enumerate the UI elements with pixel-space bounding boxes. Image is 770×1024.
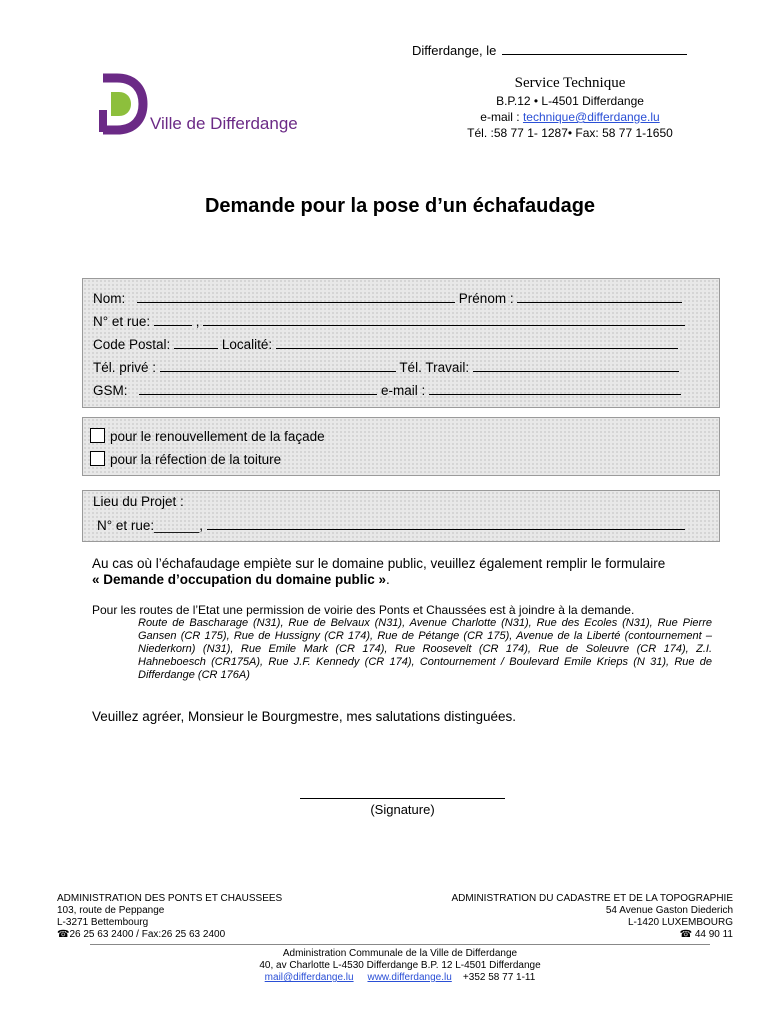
notice-line2: [92, 572, 722, 588]
footer-left-city: L-3271 Bettembourg: [57, 917, 149, 928]
logo-text: Ville de Differdange: [150, 114, 298, 133]
notice-end: .: [386, 572, 390, 587]
row-nom: [93, 290, 682, 306]
localite-field[interactable]: [276, 336, 678, 349]
lieu-rue-label: N° et rue:______,: [97, 518, 203, 533]
row-code-postal: [93, 336, 678, 352]
page-title: Demande pour la pose d’un échafaudage: [204, 195, 596, 217]
notice-line1: Au cas où l’échafaudage empiète sur le domaine public, veuillez également remplir le formulaire: [92, 556, 666, 571]
prenom-field[interactable]: [517, 290, 682, 303]
footer-center-address: 40, av Charlotte L-4530 Differdange B.P. 12 L-4501 Differdange: [259, 960, 541, 971]
footer-website-link[interactable]: www.differdange.lu: [367, 972, 452, 983]
footer-center-phone: +352 58 77 1-11: [462, 972, 536, 983]
option-refection: [93, 451, 281, 467]
nom-field[interactable]: [137, 290, 455, 303]
tel-travail-field[interactable]: [473, 359, 679, 372]
nom-label: Nom:: [93, 291, 126, 306]
service-email-link[interactable]: technique@differdange.lu: [522, 110, 660, 124]
footer-left-phone: ☎26 25 63 2400 / Fax:26 25 63 2400: [57, 929, 226, 940]
checkbox-refection[interactable]: [90, 451, 105, 466]
footer-right-phone: ☎ 44 90 11: [679, 929, 733, 940]
option-label: pour la réfection de la toiture: [110, 452, 282, 467]
email-field-label: e-mail :: [381, 383, 426, 398]
date-label: Differdange, le: [412, 43, 497, 58]
service-address: B.P.12 • L-4501 Differdange: [496, 94, 644, 108]
footer-cadastre: [420, 893, 733, 941]
tel-prive-label: Tél. privé :: [93, 360, 157, 375]
service-block: [456, 74, 684, 141]
checkbox-renouvellement[interactable]: [90, 428, 105, 443]
code-postal-field[interactable]: [174, 336, 218, 349]
footer-center-name: Administration Communale de la Ville de Differdange: [282, 948, 518, 959]
footer-divider: [90, 944, 710, 945]
options-box: [82, 417, 720, 476]
row-lieu-rue: [97, 517, 685, 533]
signature-label: (Signature): [370, 802, 435, 817]
option-renouvellement: [93, 428, 325, 444]
footer-right-name: ADMINISTRATION DU CADASTRE ET DE LA TOPOGRAPHIE: [451, 893, 733, 904]
routes-intro: Pour les routes de l’Etat une permission de voirie des Ponts et Chaussées est à joindre à la demande.: [92, 603, 635, 617]
prenom-label: Prénom :: [458, 291, 514, 306]
tel-prive-field[interactable]: [160, 359, 396, 372]
email-field[interactable]: [429, 382, 681, 395]
lieu-title: Lieu du Projet :: [93, 494, 184, 509]
gsm-field[interactable]: [139, 382, 377, 395]
row-rue: N° et rue: ,: [93, 313, 685, 329]
gsm-label: GSM:: [93, 383, 128, 398]
notice-form-name: « Demande d’occupation du domaine public »: [92, 572, 387, 587]
tel-travail-label: Tél. Travail:: [399, 360, 470, 375]
email-label: e-mail :: [480, 110, 520, 124]
lieu-rue-field[interactable]: [207, 517, 685, 530]
notice-paragraph: [92, 556, 722, 588]
contact-box: [82, 278, 720, 408]
code-postal-label: Code Postal:: [93, 337, 171, 352]
signature-line[interactable]: [300, 798, 505, 799]
footer-email-link[interactable]: mail@differdange.lu: [264, 972, 354, 983]
service-phone: Tél. :58 77 1- 1287• Fax: 58 77 1-1650: [467, 126, 673, 140]
rue-name-field[interactable]: [203, 313, 685, 326]
footer-center-contacts: [0, 972, 770, 984]
rue-label: N° et rue:: [93, 314, 151, 329]
rue-number-field[interactable]: [154, 313, 192, 326]
footer-left-name: ADMINISTRATION DES PONTS ET CHAUSSEES: [57, 893, 283, 904]
localite-label: Localité:: [221, 337, 273, 352]
footer-left-street: 103, route de Peppange: [57, 905, 165, 916]
row-gsm: [93, 382, 681, 398]
date-field[interactable]: [502, 42, 687, 55]
service-title: Service Technique: [514, 75, 626, 91]
ville-de-differdange-logo-icon: [97, 70, 149, 138]
option-label: pour le renouvellement de la façade: [110, 429, 325, 444]
footer-right-city: L-1420 LUXEMBOURG: [627, 917, 733, 928]
lieu-box: [82, 490, 720, 542]
footer-right-street: 54 Avenue Gaston Diederich: [605, 905, 733, 916]
closing-text: Veuillez agréer, Monsieur le Bourgmestre, mes salutations distinguées.: [92, 709, 516, 724]
routes-list: Route de Bascharage (N31), Rue de Belvaux (N31), Avenue Charlotte (N31), Rue des Ecoles (N31), Rue Pierre Gansen (CR 175), Rue de Hussigny (CR 174), Rue de Pétange (CR 175), Avenue de la Liberté (contournement – Niederkorn) (N31), Rue Emile Mark (CR 174), Rue Roosevelt (CR 174), Rue de Soleuvre (CR 174), Z.I. Hahneboesch (CR175A), Rue J.F. Kennedy (CR 174), Contournement / Boulevard Emile Krieps (N 31), Rue de Differdange (CR 176A): [138, 617, 712, 681]
footer-commune: [0, 948, 770, 984]
service-email-line: [456, 109, 684, 125]
date-line: [412, 42, 687, 58]
footer-ponts-chaussees: [57, 893, 282, 941]
row-tel: [93, 359, 679, 375]
